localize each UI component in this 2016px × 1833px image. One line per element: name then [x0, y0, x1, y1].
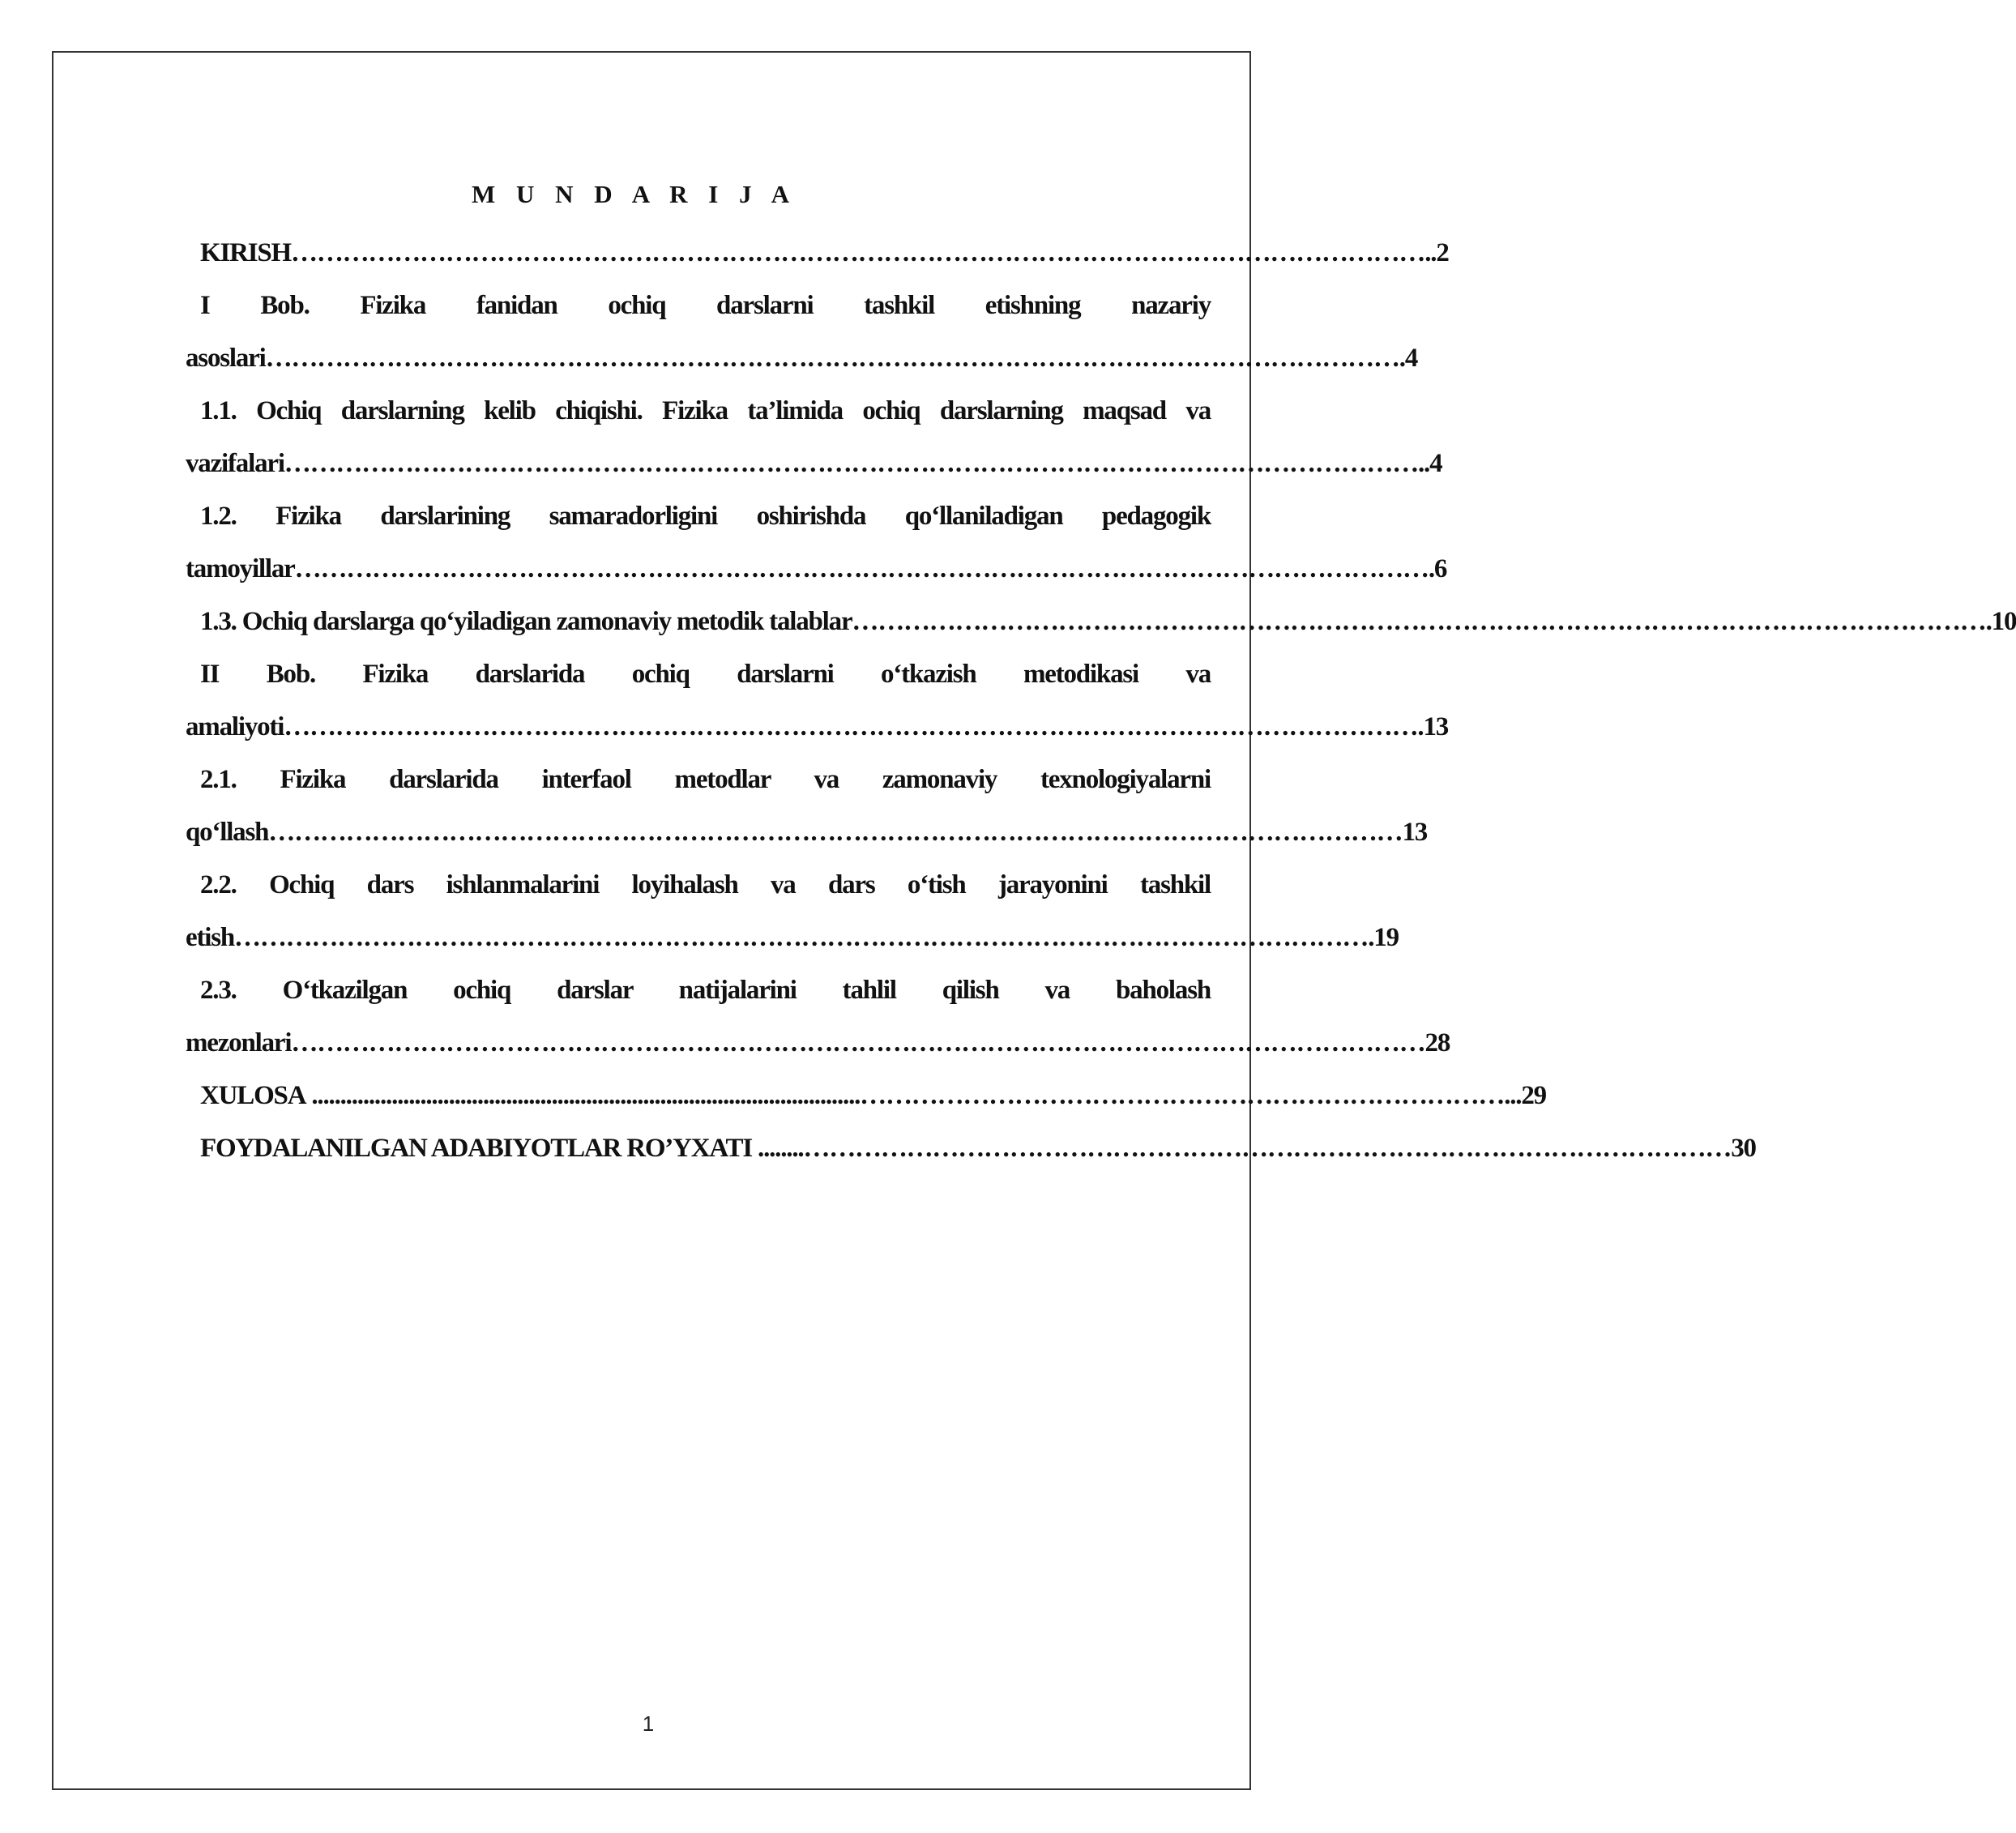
toc-entry-1-1-line1: 1.1. Ochiq darslarning kelib chiqishi. Fizika ta’limida ochiq darslarning maqsad va	[200, 396, 1211, 425]
dot-leader: ……………………………………………………………………………………………………………………	[268, 818, 1403, 847]
toc-page-number: ..4	[1418, 449, 1442, 478]
toc-entry-text: mezonlari	[186, 1028, 292, 1058]
toc-entry-text: asoslari	[186, 344, 266, 373]
toc-entry-text: etish	[186, 923, 235, 952]
toc-page-number: ...29	[1504, 1081, 1546, 1110]
toc-page-number: ..2	[1424, 238, 1449, 267]
toc-page-number: .6	[1428, 554, 1447, 583]
toc-entry-bob1-line1: I Bob. Fizika fanidan ochiq darslarni tashkil etishning nazariy	[200, 291, 1211, 320]
page-title: M U N D A R I J A	[472, 180, 797, 208]
dot-leader: ……………………………………………………………………………………………………………………	[852, 607, 1986, 636]
toc-page-number: .19	[1368, 923, 1399, 952]
dot-leader: ……………………………………………………………………………………………………………………	[284, 449, 1418, 478]
dot-leader: ……………………………………………………………………………………………………………………	[265, 344, 1399, 373]
toc-entry-bob2-line2	[186, 701, 1449, 754]
toc-entry-2-2-line1: 2.2. Ochiq dars ishlanmalarini loyihalash va dars o‘tish jarayonini tashkil	[200, 870, 1211, 899]
toc-entry-text: FOYDALANILGAN ADABIYOTLAR RO’YXATI	[200, 1134, 752, 1163]
toc-entry-1-1-line2	[186, 438, 1442, 490]
toc-entry-text: vazifalari	[186, 449, 284, 478]
toc-entry-kirish	[186, 227, 1449, 280]
dot-leader: ……………………………………………………………………………………………………………………	[234, 923, 1369, 952]
toc-entry-text: amaliyoti	[186, 712, 284, 741]
toc-entry-text: qo‘llash	[186, 818, 269, 847]
toc-entry-bob2-line1: II Bob. Fizika darslarida ochiq darslarni o‘tkazish metodikasi va	[200, 660, 1211, 689]
dot-leader: ................................................................................................…………………………………………………………………	[305, 1081, 1505, 1110]
toc-entry-1-2-line1: 1.2. Fizika darslarining samaradorligini oshirishda qo‘llaniladigan pedagogik	[200, 502, 1211, 531]
toc-entry-text: XULOSA	[200, 1081, 306, 1110]
toc-entry-2-3-line1: 2.3. O‘tkazilgan ochiq darslar natijalarini tahlil qilish va baholash	[200, 976, 1211, 1005]
toc-page-number: .4	[1399, 344, 1418, 373]
toc-page-number: 28	[1424, 1028, 1450, 1058]
toc-entry-2-1-line2	[186, 806, 1428, 859]
toc-entry-1-3	[186, 596, 2016, 648]
toc-entry-text: tamoyillar	[186, 554, 295, 583]
toc-entry-adabiyotlar	[186, 1122, 1756, 1175]
toc-page-number: .10	[1985, 607, 2016, 636]
toc-entry-text: KIRISH	[200, 238, 292, 267]
dot-leader: ……………………………………………………………………………………………………………………	[291, 238, 1425, 267]
page-number: 1	[642, 1711, 655, 1736]
table-of-contents	[186, 227, 2016, 1175]
dot-leader: ……………………………………………………………………………………………………………………	[284, 712, 1418, 741]
toc-entry-text: 1.3. Ochiq darslarga qo‘yiladigan zamonaviy metodik talablar	[200, 607, 852, 636]
toc-entry-2-1-line1: 2.1. Fizika darslarida interfaol metodlar va zamonaviy texnologiyalarni	[200, 765, 1211, 794]
toc-entry-bob1-line2	[186, 332, 1418, 385]
toc-entry-2-3-line2	[186, 1017, 1450, 1070]
toc-page-number: 13	[1402, 818, 1428, 847]
dot-leader: ……………………………………………………………………………………………………………………	[291, 1028, 1425, 1058]
toc-page-number: .13	[1417, 712, 1449, 741]
toc-entry-xulosa	[186, 1070, 1546, 1122]
toc-entry-1-2-line2	[186, 543, 1447, 596]
toc-entry-2-2-line2	[186, 912, 1399, 964]
dot-leader: ……………………………………………………………………………………………………………………	[294, 554, 1429, 583]
toc-page-number: 30	[1731, 1134, 1756, 1163]
dot-leader: ........………………………………………………………………………………………………	[751, 1134, 1732, 1163]
